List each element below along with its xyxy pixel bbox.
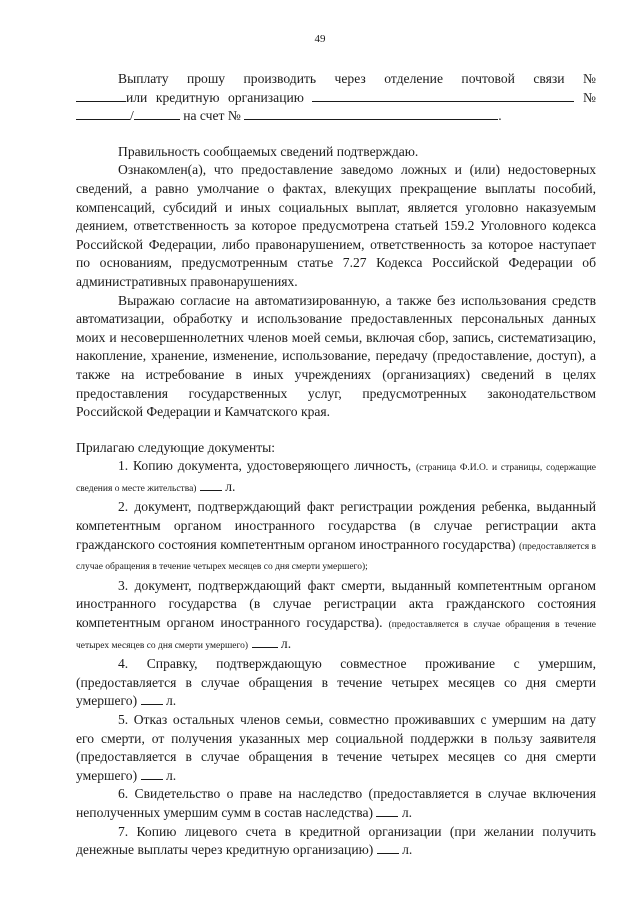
document-item-1-pages-blank[interactable] bbox=[200, 478, 222, 491]
document-body bbox=[76, 70, 596, 860]
credit-org-blank[interactable] bbox=[312, 89, 574, 102]
period: . bbox=[498, 108, 502, 124]
document-item-2-note: (предоставляется в случае обращения в течение четырех месяцев со дня смерти умершего); bbox=[76, 541, 596, 573]
document-item-2: 2. документ, подтверждающий факт регистрации рождения ребенка, выданный компетентным органом иностранного государства (в случае регистрации акта гражданского состояния компетентным органом иностранного государства) (предоставляется в случае обращения в течение четырех месяцев со дня смерти умершего); bbox=[76, 499, 596, 573]
document-item-3-note: (предоставляется в случае обращения в течение четырех месяцев со дня смерти умершего) bbox=[76, 620, 596, 651]
payment-line1: Выплату прошу производить через отделение почтовой связи № bbox=[118, 71, 596, 86]
document-item-6: 6. Свидетельство о праве на наследство (предоставляется в случае включения неполученных умершим сумм в состав наследства) л. bbox=[76, 786, 596, 820]
document-item-7-pages-blank[interactable] bbox=[377, 841, 399, 854]
post-office-number-blank[interactable] bbox=[76, 89, 126, 102]
payment-line3 bbox=[76, 107, 596, 126]
slash: / bbox=[130, 108, 134, 124]
payment-line2-number-sign: № bbox=[583, 89, 596, 105]
org-number-blank-1[interactable] bbox=[76, 107, 130, 120]
payment-paragraph bbox=[76, 70, 596, 89]
document-item-4: 4. Справку, подтверждающую совместное проживание с умершим, (предоставляется в случае обращения в течение четырех месяцев со дня смерти умершего) л. bbox=[76, 656, 596, 709]
document-item-7: 7. Копию лицевого счета в кредитной организации (при желании получить денежные выплаты через кредитную организацию) л. bbox=[76, 823, 596, 858]
acquainted-paragraph: Ознакомлен(а), что предоставление заведомо ложных и (или) недостоверных сведений, а равно умолчание о фактах, влекущих прекращение выплаты пособий, компенсаций, субсидий и иных социальных выплат, является уголовно наказуемым деянием, ответственность за которое предусмотрена статьей 159.2 Уголовного кодекса Российской Федерации, либо правонарушением, ответственность за которое наступает по основаниям, предусмотренным статье 7.27 Кодекса Российской Федерации об административных правонарушениях. bbox=[76, 162, 596, 289]
document-item-6-pages-blank[interactable] bbox=[376, 804, 398, 817]
consent-paragraph: Выражаю согласие на автоматизированную, а также без использования средств автоматизации, обработку и использование предоставленных персональных данных моих и несовершеннолетних членов моей семьи, включая сбор, запись, систематизацию, накопление, хранение, изменение, использование, передачу (предоставление, доступ), а также на истребование в иных учреждениях (организациях) сведений в целях предоставления государственных услуг, предусмотренных законодательством Российской Федерации и Камчатского края. bbox=[76, 292, 596, 420]
document-item-3-pages-blank[interactable] bbox=[252, 635, 278, 648]
payment-line2-text: или кредитную организацию bbox=[126, 89, 304, 105]
org-number-blank-2[interactable] bbox=[134, 107, 180, 120]
payment-line2 bbox=[76, 89, 596, 108]
page-number: 49 bbox=[314, 33, 326, 45]
account-label: на счет № bbox=[183, 108, 241, 124]
document-item-4-pages-blank[interactable] bbox=[141, 692, 163, 705]
confirm-statement: Правильность сообщаемых сведений подтверждаю. bbox=[118, 143, 419, 159]
document-item-5-pages-blank[interactable] bbox=[141, 767, 163, 780]
documents-heading: Прилагаю следующие документы: bbox=[76, 439, 276, 455]
document-item-5: 5. Отказ остальных членов семьи, совместно проживавших с умершим на дату его смерти, от получения указанных мер социальной поддержки в пользу заявителя (предоставляется в случае обращения в течение четырех месяцев со дня смерти умершего) л. bbox=[76, 712, 596, 783]
account-number-blank[interactable] bbox=[244, 107, 498, 120]
document-item-1: 1. Копию документа, удостоверяющего личность, (страница Ф.И.О. и страницы, содержащие сведения о месте жительства) л. bbox=[76, 458, 596, 494]
document-item-3: 3. документ, подтверждающий факт смерти, выданный компетентным органом иностранного государства (в случае регистрации акта гражданского состояния компетентным органом иностранного государства). (предоставляется в случае обращения в течение четырех месяцев со дня смерти умершего) л. bbox=[76, 577, 596, 651]
document-item-1-note: (страница Ф.И.О. и страницы, содержащие сведения о месте жительства) bbox=[76, 463, 596, 494]
